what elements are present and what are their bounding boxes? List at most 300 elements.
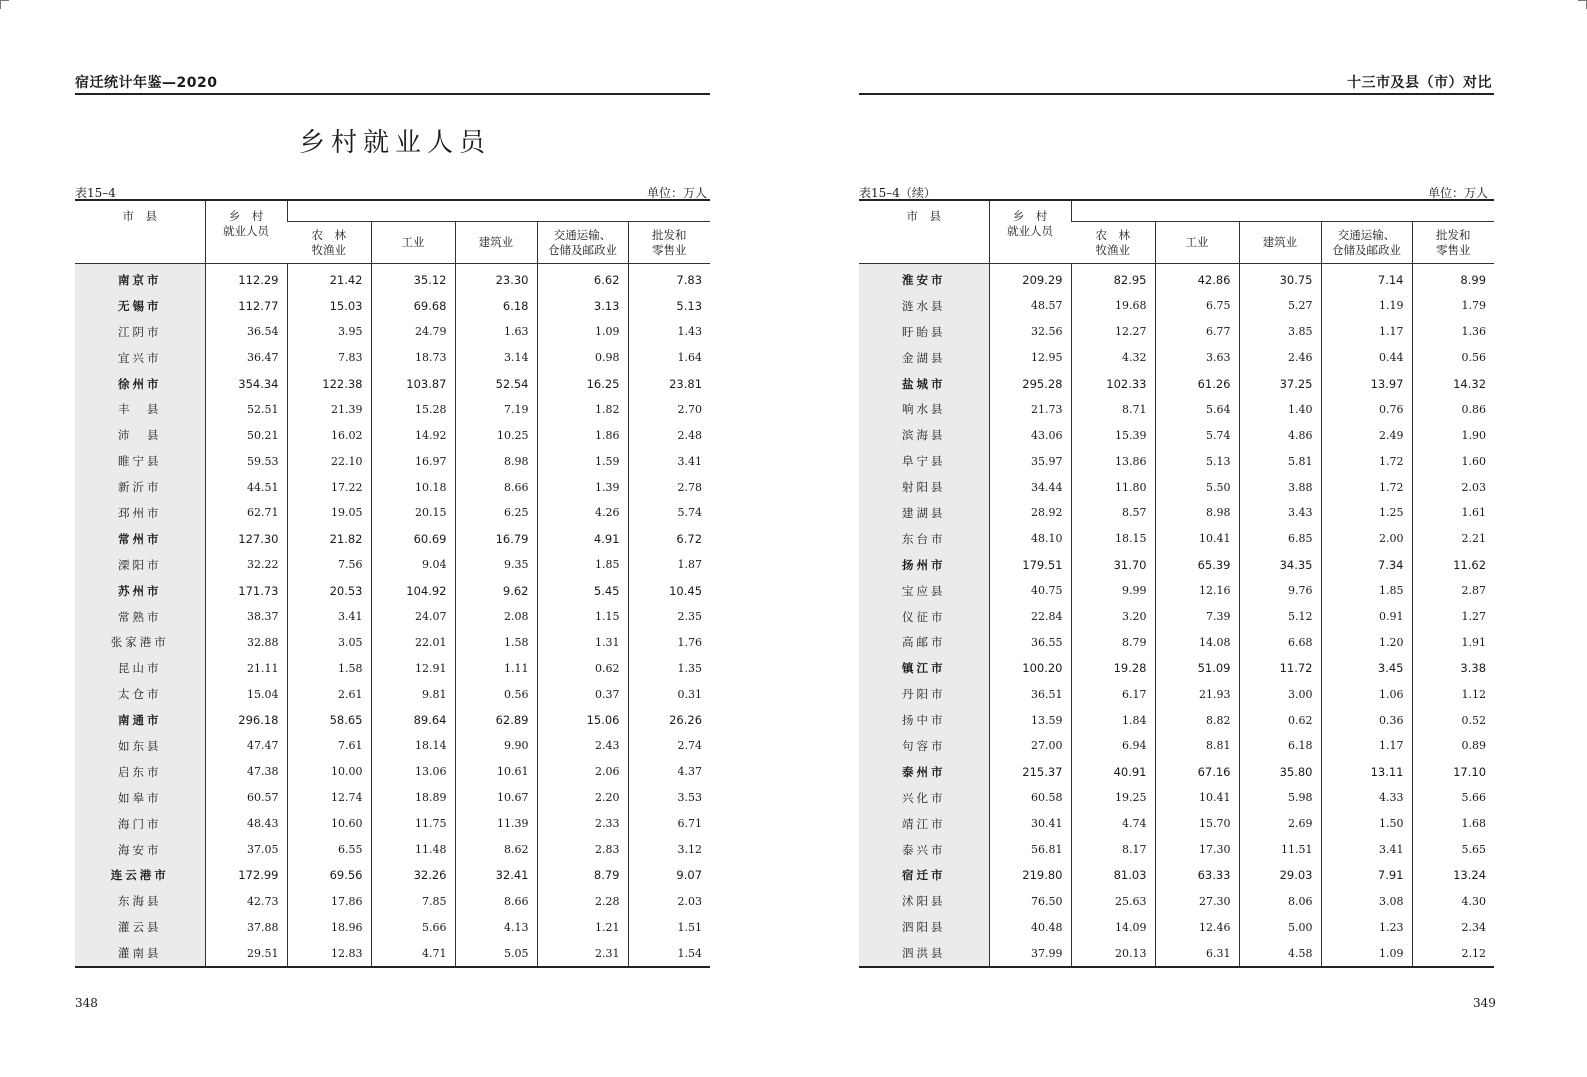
table-row xyxy=(75,914,710,940)
value-trade: 14.32 xyxy=(1412,371,1494,397)
value-total: 32.88 xyxy=(205,629,287,655)
value-construction: 10.25 xyxy=(455,422,537,448)
table-row xyxy=(75,707,710,733)
value-total: 36.55 xyxy=(989,629,1071,655)
value-agri: 6.94 xyxy=(1071,733,1155,759)
value-industry: 65.39 xyxy=(1155,552,1239,578)
value-total: 112.77 xyxy=(205,293,287,319)
value-agri: 4.32 xyxy=(1071,345,1155,371)
region-name: 盐城市 xyxy=(859,371,989,397)
value-total: 179.51 xyxy=(989,552,1071,578)
value-construction: 11.51 xyxy=(1239,837,1321,863)
value-trade: 2.78 xyxy=(628,474,710,500)
value-agri: 3.20 xyxy=(1071,604,1155,630)
value-trade: 1.87 xyxy=(628,552,710,578)
region-name: 常州市 xyxy=(75,526,205,552)
header-rule xyxy=(75,93,710,95)
value-trade: 3.53 xyxy=(628,785,710,811)
region-name: 海安市 xyxy=(75,837,205,863)
value-industry: 103.87 xyxy=(371,371,455,397)
value-agri: 21.39 xyxy=(287,396,371,422)
value-transport: 0.76 xyxy=(1321,396,1412,422)
region-name: 灌云县 xyxy=(75,914,205,940)
value-construction: 8.66 xyxy=(455,474,537,500)
value-trade: 1.91 xyxy=(1412,629,1494,655)
value-total: 21.73 xyxy=(989,396,1071,422)
value-industry: 21.93 xyxy=(1155,681,1239,707)
value-construction: 3.88 xyxy=(1239,474,1321,500)
value-industry: 42.86 xyxy=(1155,264,1239,293)
col-header-agri: 农 林 牧渔业 xyxy=(1071,222,1155,264)
value-trade: 7.83 xyxy=(628,264,710,293)
table-row xyxy=(75,785,710,811)
region-name: 泰兴市 xyxy=(859,837,989,863)
value-construction: 5.98 xyxy=(1239,785,1321,811)
value-construction: 52.54 xyxy=(455,371,537,397)
value-construction: 3.14 xyxy=(455,345,537,371)
value-agri: 3.05 xyxy=(287,629,371,655)
value-industry: 9.04 xyxy=(371,552,455,578)
value-industry: 8.82 xyxy=(1155,707,1239,733)
value-agri: 2.61 xyxy=(287,681,371,707)
value-trade: 6.72 xyxy=(628,526,710,552)
value-agri: 8.17 xyxy=(1071,837,1155,863)
value-agri: 6.55 xyxy=(287,837,371,863)
value-construction: 32.41 xyxy=(455,862,537,888)
table-row xyxy=(75,422,710,448)
value-transport: 0.37 xyxy=(537,681,628,707)
value-total: 296.18 xyxy=(205,707,287,733)
region-name: 新沂市 xyxy=(75,474,205,500)
value-agri: 21.82 xyxy=(287,526,371,552)
value-construction: 9.76 xyxy=(1239,578,1321,604)
value-construction: 29.03 xyxy=(1239,862,1321,888)
table-row xyxy=(859,422,1494,448)
table-row xyxy=(859,914,1494,940)
table-row xyxy=(859,578,1494,604)
table-row xyxy=(859,862,1494,888)
col-header-transport: 交通运输、 仓储及邮政业 xyxy=(1321,222,1412,264)
value-transport: 1.09 xyxy=(1321,940,1412,967)
value-construction: 6.68 xyxy=(1239,629,1321,655)
crop-mark xyxy=(0,0,9,9)
value-trade: 1.43 xyxy=(628,319,710,345)
value-transport: 0.98 xyxy=(537,345,628,371)
value-trade: 2.34 xyxy=(1412,914,1494,940)
table-row xyxy=(75,655,710,681)
value-transport: 15.06 xyxy=(537,707,628,733)
value-total: 32.56 xyxy=(989,319,1071,345)
value-construction: 4.86 xyxy=(1239,422,1321,448)
value-agri: 31.70 xyxy=(1071,552,1155,578)
value-trade: 8.99 xyxy=(1412,264,1494,293)
value-industry: 11.48 xyxy=(371,837,455,863)
value-total: 28.92 xyxy=(989,500,1071,526)
value-industry: 12.91 xyxy=(371,655,455,681)
value-industry: 18.89 xyxy=(371,785,455,811)
running-head: 宿迁统计年鉴—2020 xyxy=(75,75,218,91)
value-trade: 1.61 xyxy=(1412,500,1494,526)
value-industry: 5.66 xyxy=(371,914,455,940)
value-agri: 19.28 xyxy=(1071,655,1155,681)
table-row xyxy=(859,448,1494,474)
value-construction: 6.25 xyxy=(455,500,537,526)
value-construction: 10.67 xyxy=(455,785,537,811)
table-unit: 单位：万人 xyxy=(1427,186,1488,200)
value-agri: 81.03 xyxy=(1071,862,1155,888)
value-total: 59.53 xyxy=(205,448,287,474)
value-agri: 4.74 xyxy=(1071,811,1155,837)
table-row xyxy=(75,759,710,785)
table-row xyxy=(75,862,710,888)
value-agri: 18.96 xyxy=(287,914,371,940)
value-industry: 6.75 xyxy=(1155,293,1239,319)
value-trade: 5.13 xyxy=(628,293,710,319)
running-head: 十三市及县（市）对比 xyxy=(1347,75,1492,91)
value-total: 37.88 xyxy=(205,914,287,940)
col-header-trade: 批发和 零售业 xyxy=(1412,222,1494,264)
value-industry: 60.69 xyxy=(371,526,455,552)
value-transport: 1.20 xyxy=(1321,629,1412,655)
value-industry: 11.75 xyxy=(371,811,455,837)
value-transport: 0.44 xyxy=(1321,345,1412,371)
value-total: 37.99 xyxy=(989,940,1071,967)
col-header-total: 乡 村 就业人员 xyxy=(205,200,287,264)
region-name: 丰 县 xyxy=(75,396,205,422)
page-number: 349 xyxy=(1473,996,1496,1010)
region-name: 镇江市 xyxy=(859,655,989,681)
value-agri: 15.03 xyxy=(287,293,371,319)
value-total: 13.59 xyxy=(989,707,1071,733)
value-trade: 9.07 xyxy=(628,862,710,888)
value-industry: 61.26 xyxy=(1155,371,1239,397)
value-construction: 5.00 xyxy=(1239,914,1321,940)
table-row xyxy=(859,604,1494,630)
table-row xyxy=(859,707,1494,733)
table-row xyxy=(859,759,1494,785)
value-transport: 1.39 xyxy=(537,474,628,500)
value-transport: 1.59 xyxy=(537,448,628,474)
value-construction: 6.18 xyxy=(455,293,537,319)
region-name: 启东市 xyxy=(75,759,205,785)
value-trade: 0.89 xyxy=(1412,733,1494,759)
region-name: 邳州市 xyxy=(75,500,205,526)
table-row xyxy=(859,681,1494,707)
value-trade: 1.60 xyxy=(1412,448,1494,474)
value-agri: 8.57 xyxy=(1071,500,1155,526)
value-total: 127.30 xyxy=(205,526,287,552)
region-name: 淮安市 xyxy=(859,264,989,293)
value-construction: 35.80 xyxy=(1239,759,1321,785)
value-transport: 3.08 xyxy=(1321,888,1412,914)
value-total: 48.10 xyxy=(989,526,1071,552)
left-page xyxy=(0,0,790,1077)
value-construction: 5.12 xyxy=(1239,604,1321,630)
value-industry: 16.97 xyxy=(371,448,455,474)
table-row xyxy=(75,578,710,604)
table-row xyxy=(859,940,1494,967)
value-total: 32.22 xyxy=(205,552,287,578)
value-agri: 19.68 xyxy=(1071,293,1155,319)
value-construction: 11.39 xyxy=(455,811,537,837)
value-construction: 5.05 xyxy=(455,940,537,967)
value-total: 171.73 xyxy=(205,578,287,604)
value-trade: 2.03 xyxy=(1412,474,1494,500)
value-transport: 4.26 xyxy=(537,500,628,526)
col-header-construction: 建筑业 xyxy=(455,222,537,264)
value-transport: 2.49 xyxy=(1321,422,1412,448)
value-construction: 9.90 xyxy=(455,733,537,759)
region-name: 扬州市 xyxy=(859,552,989,578)
region-name: 靖江市 xyxy=(859,811,989,837)
value-transport: 2.33 xyxy=(537,811,628,837)
value-industry: 6.77 xyxy=(1155,319,1239,345)
value-transport: 2.43 xyxy=(537,733,628,759)
value-transport: 1.17 xyxy=(1321,319,1412,345)
value-transport: 1.19 xyxy=(1321,293,1412,319)
value-industry: 8.81 xyxy=(1155,733,1239,759)
value-construction: 30.75 xyxy=(1239,264,1321,293)
value-industry: 9.81 xyxy=(371,681,455,707)
value-industry: 12.46 xyxy=(1155,914,1239,940)
value-trade: 1.79 xyxy=(1412,293,1494,319)
value-industry: 27.30 xyxy=(1155,888,1239,914)
page-title xyxy=(0,122,790,159)
value-total: 47.38 xyxy=(205,759,287,785)
value-construction: 2.46 xyxy=(1239,345,1321,371)
value-total: 37.05 xyxy=(205,837,287,863)
value-trade: 0.56 xyxy=(1412,345,1494,371)
value-transport: 0.91 xyxy=(1321,604,1412,630)
value-construction: 62.89 xyxy=(455,707,537,733)
value-agri: 7.83 xyxy=(287,345,371,371)
value-transport: 1.85 xyxy=(537,552,628,578)
employment-table-continued xyxy=(859,199,1494,968)
value-industry: 63.33 xyxy=(1155,862,1239,888)
value-trade: 1.64 xyxy=(628,345,710,371)
value-trade: 1.51 xyxy=(628,914,710,940)
col-header-group xyxy=(1071,200,1494,222)
value-trade: 4.37 xyxy=(628,759,710,785)
value-agri: 22.10 xyxy=(287,448,371,474)
value-trade: 2.35 xyxy=(628,604,710,630)
value-industry: 24.07 xyxy=(371,604,455,630)
value-agri: 3.95 xyxy=(287,319,371,345)
value-construction: 3.85 xyxy=(1239,319,1321,345)
value-industry: 22.01 xyxy=(371,629,455,655)
table-row xyxy=(859,837,1494,863)
value-construction: 5.81 xyxy=(1239,448,1321,474)
value-construction: 2.08 xyxy=(455,604,537,630)
value-construction: 3.00 xyxy=(1239,681,1321,707)
value-transport: 3.41 xyxy=(1321,837,1412,863)
table-row xyxy=(75,940,710,967)
value-transport: 1.15 xyxy=(537,604,628,630)
region-name: 张家港市 xyxy=(75,629,205,655)
region-name: 涟水县 xyxy=(859,293,989,319)
value-total: 36.47 xyxy=(205,345,287,371)
value-total: 30.41 xyxy=(989,811,1071,837)
value-total: 76.50 xyxy=(989,888,1071,914)
value-transport: 1.82 xyxy=(537,396,628,422)
value-agri: 19.25 xyxy=(1071,785,1155,811)
table-row xyxy=(859,629,1494,655)
value-transport: 2.06 xyxy=(537,759,628,785)
value-industry: 5.13 xyxy=(1155,448,1239,474)
region-name: 昆山市 xyxy=(75,655,205,681)
value-industry: 7.39 xyxy=(1155,604,1239,630)
region-name: 太仓市 xyxy=(75,681,205,707)
employment-table xyxy=(75,199,710,968)
value-trade: 3.12 xyxy=(628,837,710,863)
value-construction: 11.72 xyxy=(1239,655,1321,681)
value-construction: 0.56 xyxy=(455,681,537,707)
value-total: 48.57 xyxy=(989,293,1071,319)
col-header-transport: 交通运输、 仓储及邮政业 xyxy=(537,222,628,264)
col-header-region: 市 县 xyxy=(75,200,205,264)
region-name: 江阴市 xyxy=(75,319,205,345)
table-row xyxy=(859,264,1494,293)
region-name: 阜宁县 xyxy=(859,448,989,474)
value-agri: 13.86 xyxy=(1071,448,1155,474)
value-industry: 15.28 xyxy=(371,396,455,422)
value-total: 60.57 xyxy=(205,785,287,811)
value-total: 22.84 xyxy=(989,604,1071,630)
value-agri: 18.15 xyxy=(1071,526,1155,552)
value-transport: 2.83 xyxy=(537,837,628,863)
region-name: 响水县 xyxy=(859,396,989,422)
value-transport: 7.34 xyxy=(1321,552,1412,578)
value-agri: 3.41 xyxy=(287,604,371,630)
value-trade: 2.48 xyxy=(628,422,710,448)
value-agri: 40.91 xyxy=(1071,759,1155,785)
value-construction: 9.35 xyxy=(455,552,537,578)
region-name: 如东县 xyxy=(75,733,205,759)
value-industry: 7.85 xyxy=(371,888,455,914)
value-trade: 2.87 xyxy=(1412,578,1494,604)
value-trade: 1.76 xyxy=(628,629,710,655)
value-total: 62.71 xyxy=(205,500,287,526)
table-caption: 表15–4（续） xyxy=(859,186,936,200)
region-name: 句容市 xyxy=(859,733,989,759)
value-trade: 5.65 xyxy=(1412,837,1494,863)
table-row xyxy=(75,629,710,655)
value-construction: 2.69 xyxy=(1239,811,1321,837)
value-transport: 1.72 xyxy=(1321,474,1412,500)
value-transport: 1.31 xyxy=(537,629,628,655)
value-construction: 5.27 xyxy=(1239,293,1321,319)
value-total: 50.21 xyxy=(205,422,287,448)
table-row xyxy=(859,785,1494,811)
crop-mark xyxy=(1578,0,1587,9)
table-row xyxy=(75,526,710,552)
value-industry: 18.14 xyxy=(371,733,455,759)
value-industry: 24.79 xyxy=(371,319,455,345)
region-name: 泗洪县 xyxy=(859,940,989,967)
value-agri: 19.05 xyxy=(287,500,371,526)
value-industry: 69.68 xyxy=(371,293,455,319)
col-header-region: 市 县 xyxy=(859,200,989,264)
table-unit: 单位：万人 xyxy=(646,186,707,200)
table-row xyxy=(859,396,1494,422)
value-total: 44.51 xyxy=(205,474,287,500)
table-row xyxy=(75,681,710,707)
region-name: 灌南县 xyxy=(75,940,205,967)
value-industry: 32.26 xyxy=(371,862,455,888)
value-agri: 7.61 xyxy=(287,733,371,759)
value-total: 36.54 xyxy=(205,319,287,345)
value-total: 15.04 xyxy=(205,681,287,707)
value-transport: 1.21 xyxy=(537,914,628,940)
table-row xyxy=(859,733,1494,759)
value-agri: 69.56 xyxy=(287,862,371,888)
region-name: 宝应县 xyxy=(859,578,989,604)
value-transport: 1.23 xyxy=(1321,914,1412,940)
value-industry: 67.16 xyxy=(1155,759,1239,785)
value-construction: 8.66 xyxy=(455,888,537,914)
value-agri: 82.95 xyxy=(1071,264,1155,293)
value-agri: 12.74 xyxy=(287,785,371,811)
value-trade: 3.41 xyxy=(628,448,710,474)
value-trade: 5.74 xyxy=(628,500,710,526)
value-industry: 4.71 xyxy=(371,940,455,967)
value-construction: 10.61 xyxy=(455,759,537,785)
value-transport: 1.25 xyxy=(1321,500,1412,526)
region-name: 滨海县 xyxy=(859,422,989,448)
region-name: 徐州市 xyxy=(75,371,205,397)
value-total: 215.37 xyxy=(989,759,1071,785)
value-transport: 1.09 xyxy=(537,319,628,345)
value-total: 219.80 xyxy=(989,862,1071,888)
value-transport: 4.33 xyxy=(1321,785,1412,811)
value-trade: 4.30 xyxy=(1412,888,1494,914)
value-trade: 2.12 xyxy=(1412,940,1494,967)
value-agri: 15.39 xyxy=(1071,422,1155,448)
value-construction: 6.18 xyxy=(1239,733,1321,759)
value-industry: 10.41 xyxy=(1155,526,1239,552)
value-agri: 102.33 xyxy=(1071,371,1155,397)
value-total: 60.58 xyxy=(989,785,1071,811)
value-industry: 20.15 xyxy=(371,500,455,526)
table-row xyxy=(75,888,710,914)
value-agri: 12.83 xyxy=(287,940,371,967)
header-rule xyxy=(859,93,1494,95)
value-total: 21.11 xyxy=(205,655,287,681)
value-industry: 6.31 xyxy=(1155,940,1239,967)
value-trade: 10.45 xyxy=(628,578,710,604)
region-name: 南京市 xyxy=(75,264,205,293)
value-trade: 26.26 xyxy=(628,707,710,733)
col-header-construction: 建筑业 xyxy=(1239,222,1321,264)
value-trade: 0.52 xyxy=(1412,707,1494,733)
value-trade: 23.81 xyxy=(628,371,710,397)
table-row xyxy=(75,264,710,293)
value-trade: 1.35 xyxy=(628,655,710,681)
table-row xyxy=(75,345,710,371)
region-name: 如皋市 xyxy=(75,785,205,811)
table-row xyxy=(75,396,710,422)
table-row xyxy=(859,371,1494,397)
value-total: 36.51 xyxy=(989,681,1071,707)
value-agri: 25.63 xyxy=(1071,888,1155,914)
value-construction: 6.85 xyxy=(1239,526,1321,552)
region-name: 溧阳市 xyxy=(75,552,205,578)
value-total: 209.29 xyxy=(989,264,1071,293)
value-agri: 1.58 xyxy=(287,655,371,681)
table-row xyxy=(75,733,710,759)
table-caption: 表15–4 xyxy=(75,186,116,200)
value-total: 34.44 xyxy=(989,474,1071,500)
